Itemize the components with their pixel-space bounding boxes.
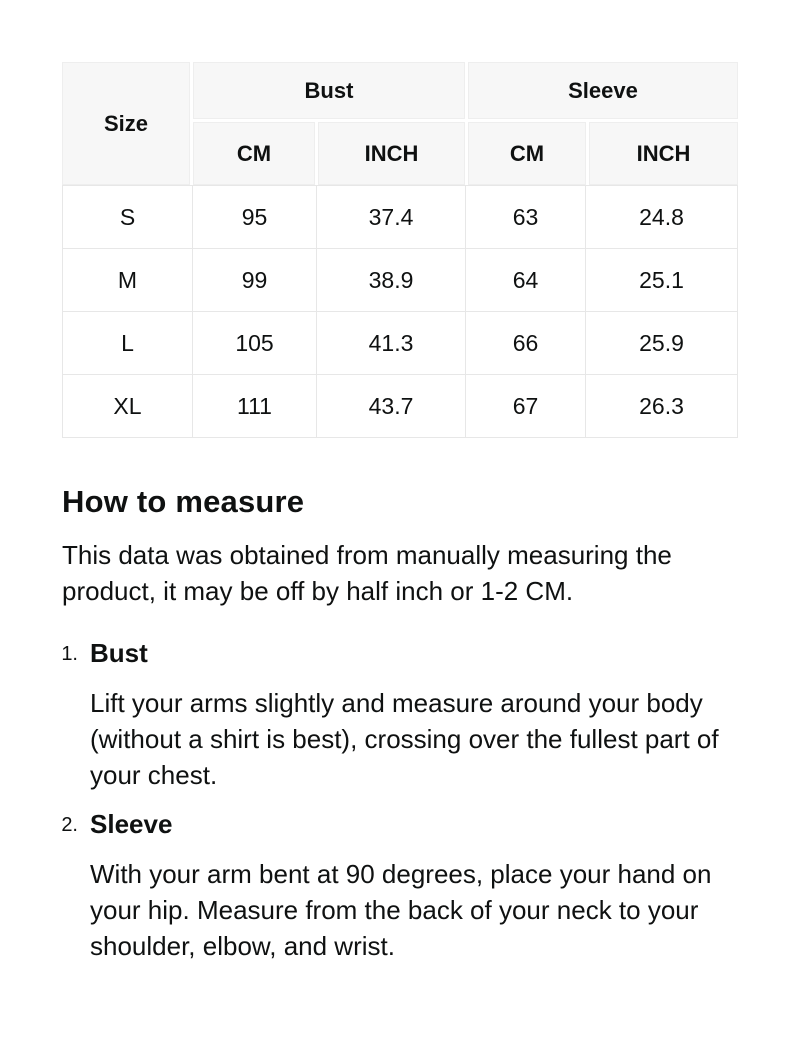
- how-to-measure-heading: How to measure: [62, 484, 305, 519]
- measure-intro-text: This data was obtained from manually measuring the product, it may be off by half inch or 1-2 CM.: [62, 540, 672, 606]
- table-cell-l-bust-inch: 41.3: [317, 312, 465, 374]
- list-number: 2.: [61, 814, 78, 836]
- bust-group-header: Bust: [193, 62, 465, 119]
- list-number: 1.: [61, 643, 78, 665]
- table-cell-m-bust-cm: 99: [193, 249, 316, 311]
- sleeve-cm-header: CM: [468, 122, 586, 185]
- bust-cm-header: CM: [193, 122, 315, 185]
- size-chart-header: [62, 62, 738, 185]
- table-cell-xl-sleeve-cm: 67: [466, 375, 585, 437]
- table-cell-size-m: M: [63, 249, 192, 311]
- table-cell-m-sleeve-cm: 64: [466, 249, 585, 311]
- table-cell-l-bust-cm: 105: [193, 312, 316, 374]
- sleeve-inch-header: INCH: [589, 122, 738, 185]
- bust-inch-header: INCH: [318, 122, 465, 185]
- table-cell-size-s: S: [63, 186, 192, 248]
- size-chart-table: [62, 62, 738, 438]
- table-cell-s-sleeve-inch: 24.8: [586, 186, 737, 248]
- how-to-measure-section: [62, 484, 740, 964]
- size-chart-body: [62, 185, 738, 438]
- table-cell-xl-sleeve-inch: 26.3: [586, 375, 737, 437]
- table-cell-s-bust-inch: 37.4: [317, 186, 465, 248]
- table-cell-m-sleeve-inch: 25.1: [586, 249, 737, 311]
- table-cell-s-bust-cm: 95: [193, 186, 316, 248]
- table-cell-xl-bust-inch: 43.7: [317, 375, 465, 437]
- measure-instruction-list: [57, 638, 740, 964]
- measure-item-sleeve: [57, 809, 740, 964]
- size-column-header: Size: [62, 62, 190, 185]
- table-cell-l-sleeve-cm: 66: [466, 312, 585, 374]
- list-item-body: [90, 638, 740, 793]
- bust-item-title: Bust: [90, 638, 148, 668]
- table-cell-size-l: L: [63, 312, 192, 374]
- table-cell-m-bust-inch: 38.9: [317, 249, 465, 311]
- sleeve-item-title: Sleeve: [90, 809, 173, 839]
- sleeve-item-text: With your arm bent at 90 degrees, place your hand on your hip. Measure from the back of your neck to your shoulder, elbow, and wrist.: [90, 859, 712, 961]
- table-cell-xl-bust-cm: 111: [193, 375, 316, 437]
- measure-item-bust: [57, 638, 740, 793]
- list-item-body: [90, 809, 740, 964]
- table-cell-l-sleeve-inch: 25.9: [586, 312, 737, 374]
- table-cell-size-xl: XL: [63, 375, 192, 437]
- table-cell-s-sleeve-cm: 63: [466, 186, 585, 248]
- bust-item-text: Lift your arms slightly and measure around your body (without a shirt is best), crossing over the fullest part of your chest.: [90, 688, 719, 790]
- sleeve-group-header: Sleeve: [468, 62, 738, 119]
